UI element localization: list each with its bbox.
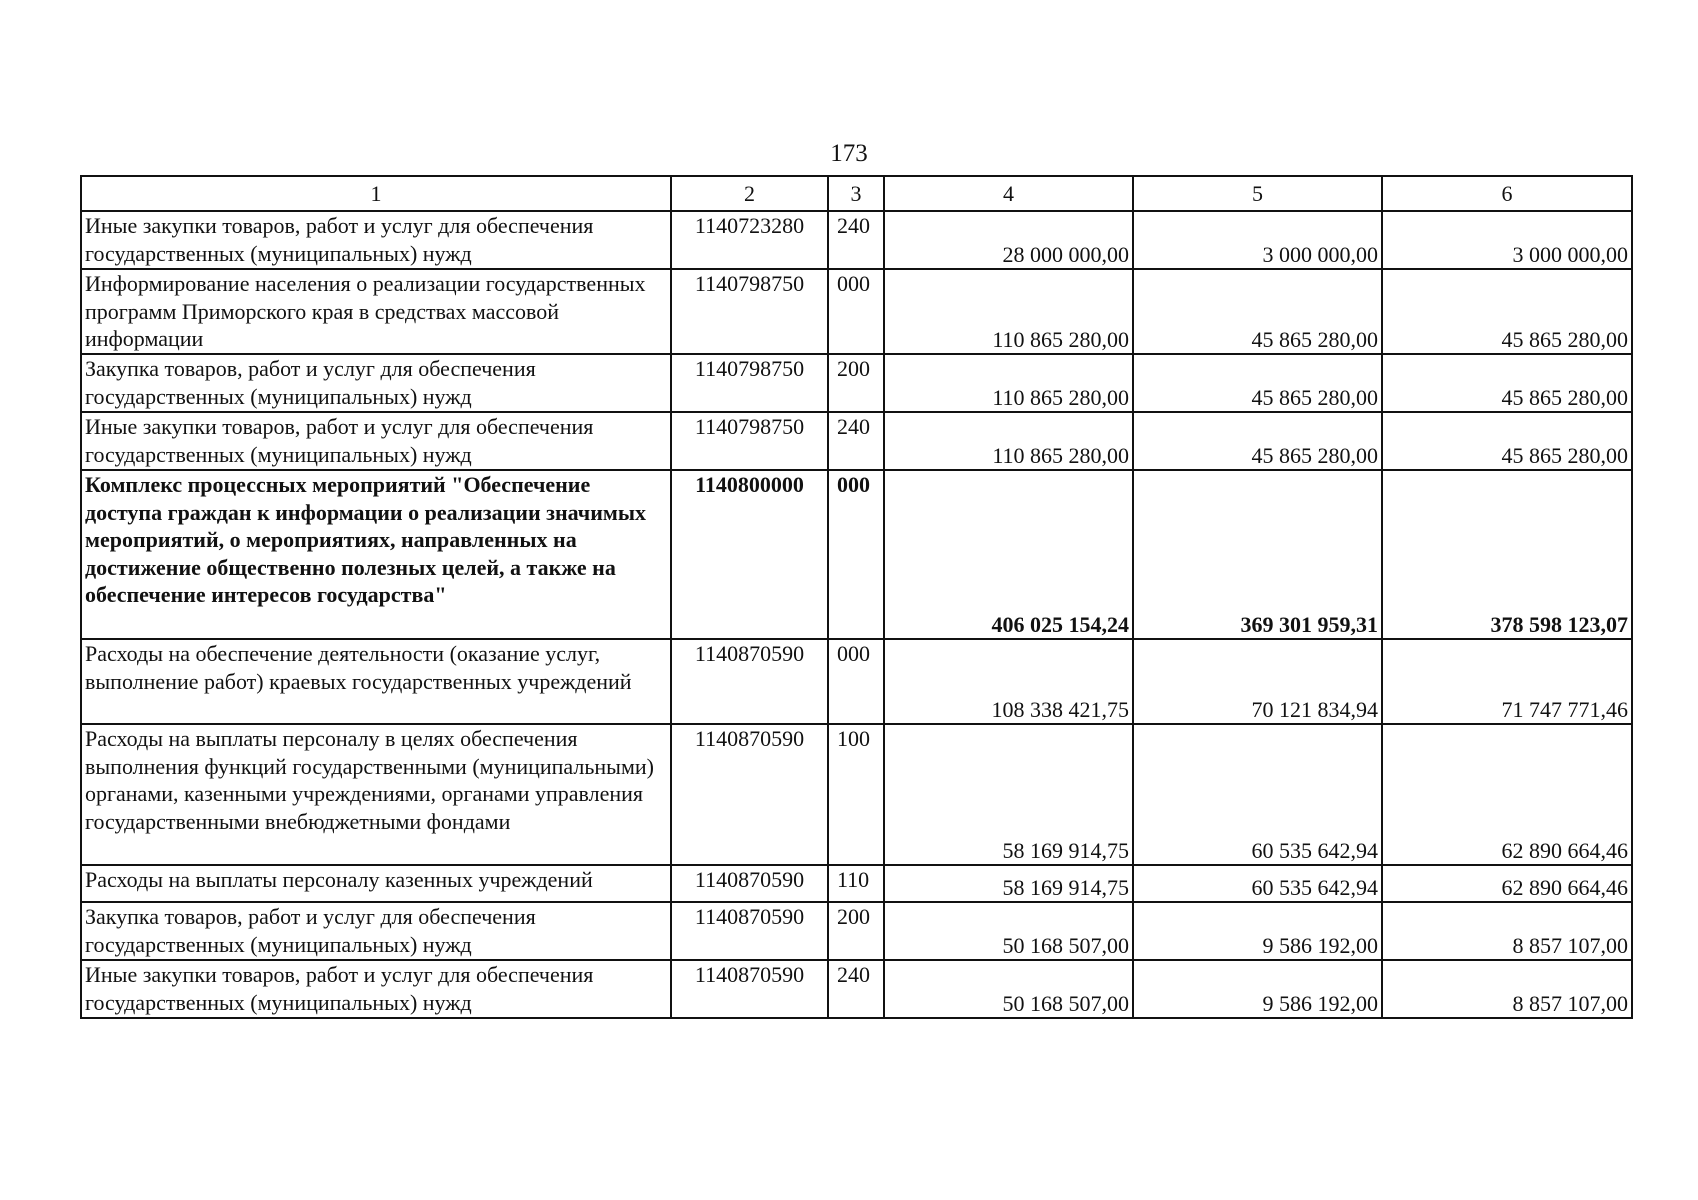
row-target-code: 1140870590: [671, 865, 828, 902]
budget-table: [80, 175, 1633, 1019]
row-expense-type: 200: [828, 902, 884, 960]
row-amount-col5: 9 586 192,00: [1133, 960, 1382, 1018]
row-amount-col5: 45 865 280,00: [1133, 269, 1382, 354]
table-row: [81, 354, 1632, 412]
row-amount-col4: 406 025 154,24: [884, 470, 1133, 639]
row-expense-type: 240: [828, 960, 884, 1018]
row-amount-col6: 45 865 280,00: [1382, 269, 1632, 354]
row-amount-col6: 62 890 664,46: [1382, 724, 1632, 865]
row-expense-type: 000: [828, 639, 884, 724]
row-amount-col6: 45 865 280,00: [1382, 354, 1632, 412]
table-row: [81, 960, 1632, 1018]
row-amount-col6: 62 890 664,46: [1382, 865, 1632, 902]
row-target-code: 1140870590: [671, 902, 828, 960]
row-name: Иные закупки товаров, работ и услуг для обеспечения государственных (муниципальных) нужд: [81, 960, 671, 1018]
row-name: Расходы на выплаты персоналу казенных учреждений: [81, 865, 671, 902]
row-target-code: 1140723280: [671, 211, 828, 269]
column-header: 3: [828, 176, 884, 211]
row-amount-col5: 3 000 000,00: [1133, 211, 1382, 269]
row-amount-col5: 45 865 280,00: [1133, 354, 1382, 412]
column-header: 2: [671, 176, 828, 211]
column-header: 5: [1133, 176, 1382, 211]
row-target-code: 1140798750: [671, 412, 828, 470]
table-row: [81, 865, 1632, 902]
table-row: [81, 269, 1632, 354]
row-expense-type: 100: [828, 724, 884, 865]
row-amount-col6: 378 598 123,07: [1382, 470, 1632, 639]
page-number: 173: [830, 140, 868, 167]
row-amount-col6: 71 747 771,46: [1382, 639, 1632, 724]
row-target-code: 1140798750: [671, 354, 828, 412]
row-expense-type: 240: [828, 211, 884, 269]
row-amount-col4: 110 865 280,00: [884, 269, 1133, 354]
row-name: Закупка товаров, работ и услуг для обеспечения государственных (муниципальных) нужд: [81, 354, 671, 412]
row-expense-type: 000: [828, 269, 884, 354]
table-row: [81, 211, 1632, 269]
table-row: [81, 724, 1632, 865]
table-row: [81, 639, 1632, 724]
row-amount-col4: 110 865 280,00: [884, 354, 1133, 412]
row-amount-col5: 60 535 642,94: [1133, 865, 1382, 902]
column-header: 4: [884, 176, 1133, 211]
row-target-code: 1140870590: [671, 960, 828, 1018]
row-target-code: 1140870590: [671, 639, 828, 724]
row-name: Расходы на обеспечение деятельности (оказание услуг, выполнение работ) краевых государственных учреждений: [81, 639, 671, 724]
row-amount-col5: 60 535 642,94: [1133, 724, 1382, 865]
table-row: [81, 412, 1632, 470]
table-row-subtotal: [81, 470, 1632, 639]
row-name: Информирование населения о реализации государственных программ Приморского края в средствах массовой информации: [81, 269, 671, 354]
row-expense-type: 240: [828, 412, 884, 470]
table-header-row: [81, 176, 1632, 211]
row-amount-col6: 8 857 107,00: [1382, 902, 1632, 960]
row-amount-col4: 50 168 507,00: [884, 960, 1133, 1018]
row-name: Закупка товаров, работ и услуг для обеспечения государственных (муниципальных) нужд: [81, 902, 671, 960]
row-target-code: 1140870590: [671, 724, 828, 865]
row-expense-type: 000: [828, 470, 884, 639]
column-header: 1: [81, 176, 671, 211]
row-name: Расходы на выплаты персоналу в целях обеспечения выполнения функций государственными (муниципальными) органами, казенными учреждениями, органами управления государственными внебюджетными фондами: [81, 724, 671, 865]
row-amount-col6: 45 865 280,00: [1382, 412, 1632, 470]
row-amount-col4: 108 338 421,75: [884, 639, 1133, 724]
row-name: Иные закупки товаров, работ и услуг для обеспечения государственных (муниципальных) нужд: [81, 412, 671, 470]
row-target-code: 1140800000: [671, 470, 828, 639]
row-amount-col4: 110 865 280,00: [884, 412, 1133, 470]
row-target-code: 1140798750: [671, 269, 828, 354]
row-amount-col5: 369 301 959,31: [1133, 470, 1382, 639]
table-row: [81, 902, 1632, 960]
row-name: Комплекс процессных мероприятий "Обеспечение доступа граждан к информации о реализации значимых мероприятий, о мероприятиях, направленных на достижение общественно полезных целей, а также на обеспечение интересов государства": [81, 470, 671, 639]
row-amount-col4: 50 168 507,00: [884, 902, 1133, 960]
column-header: 6: [1382, 176, 1632, 211]
row-amount-col5: 9 586 192,00: [1133, 902, 1382, 960]
row-amount-col6: 3 000 000,00: [1382, 211, 1632, 269]
row-amount-col5: 45 865 280,00: [1133, 412, 1382, 470]
row-amount-col4: 28 000 000,00: [884, 211, 1133, 269]
row-amount-col6: 8 857 107,00: [1382, 960, 1632, 1018]
row-amount-col5: 70 121 834,94: [1133, 639, 1382, 724]
row-amount-col4: 58 169 914,75: [884, 865, 1133, 902]
row-name: Иные закупки товаров, работ и услуг для обеспечения государственных (муниципальных) нужд: [81, 211, 671, 269]
row-amount-col4: 58 169 914,75: [884, 724, 1133, 865]
row-expense-type: 200: [828, 354, 884, 412]
row-expense-type: 110: [828, 865, 884, 902]
